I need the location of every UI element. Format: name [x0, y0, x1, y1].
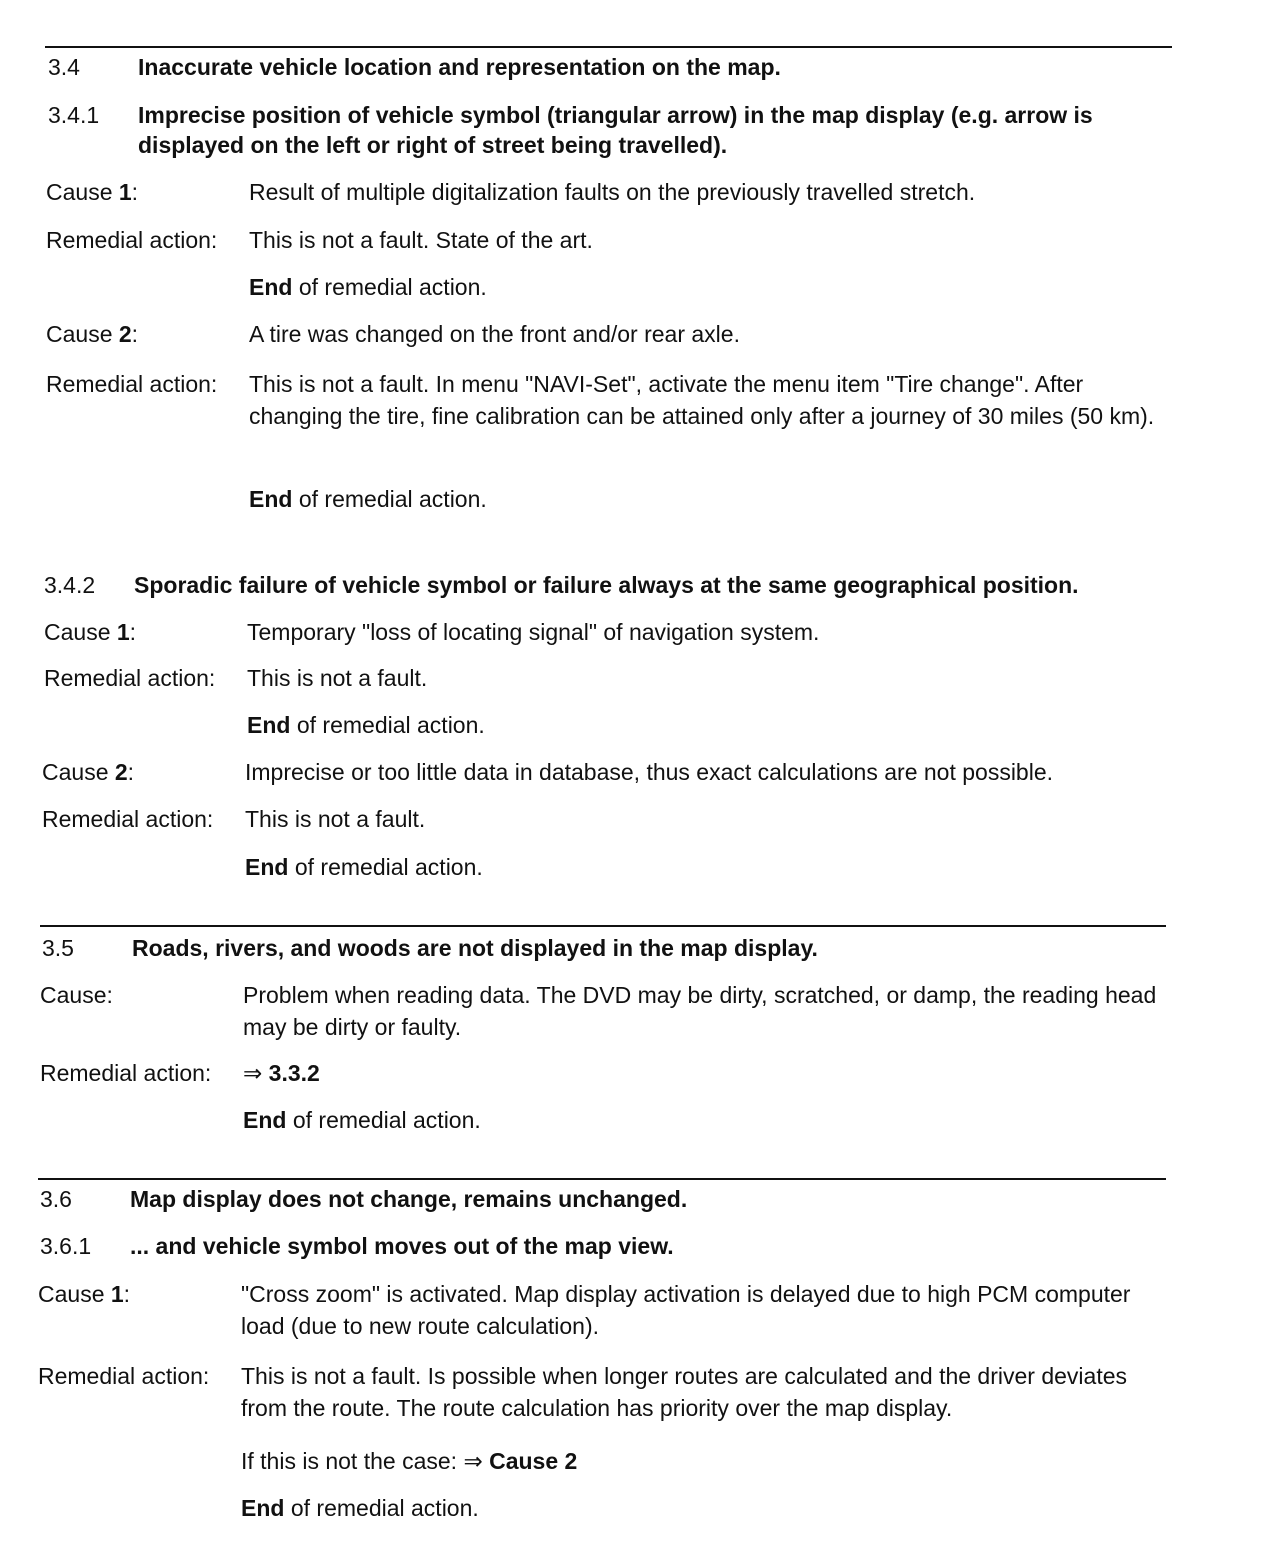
- remedial-text: This is not a fault. Is possible when longer routes are calculated and the driver deviates from the route. The route calculation has priority over the map display.: [241, 1363, 1127, 1421]
- heading-number: 3.4.2: [44, 572, 96, 598]
- cause-text: Problem when reading data. The DVD may be dirty, scratched, or damp, the reading head may be dirty or faulty.: [243, 982, 1157, 1040]
- heading-title: ... and vehicle symbol moves out of the map view.: [130, 1233, 674, 1259]
- cause-label: Cause:: [40, 982, 113, 1008]
- heading-title: Roads, rivers, and woods are not displayed in the map display.: [132, 935, 818, 961]
- cause-row: [38, 1278, 1168, 1342]
- remedial-label: Remedial action:: [44, 665, 216, 691]
- remedial-label: Remedial action:: [42, 806, 214, 832]
- end-remedial-text: End of remedial action.: [247, 712, 485, 738]
- cause-row: [44, 616, 1174, 648]
- end-remedial-text: End of remedial action.: [245, 854, 483, 880]
- heading-number: 3.5: [42, 935, 74, 961]
- heading-title: Imprecise position of vehicle symbol (triangular arrow) in the map display (e.g. arrow is displayed on the left or right of street being travelled).: [138, 102, 1093, 158]
- cause-text: Result of multiple digitalization faults on the previously travelled stretch.: [249, 179, 976, 205]
- cause-label: Cause 2:: [42, 759, 135, 785]
- remedial-row: [44, 662, 1174, 694]
- heading-number: 3.6: [40, 1186, 72, 1212]
- heading-3-4-2: [44, 570, 1174, 602]
- cause-text: "Cross zoom" is activated. Map display activation is delayed due to high PCM computer load (due to new route calculation).: [241, 1281, 1131, 1339]
- remedial-row: [42, 803, 1172, 835]
- remedial-text: This is not a fault. In menu "NAVI-Set", activate the menu item "Tire change". After changing the tire, fine calibration can be attained only after a journey of 30 miles (50 km).: [249, 371, 1155, 429]
- end-remedial-row: [40, 1104, 1170, 1136]
- cause-label: Cause 1:: [44, 619, 137, 645]
- cause-row: [42, 756, 1172, 788]
- end-remedial-row: [38, 1492, 1168, 1524]
- remedial-label: Remedial action:: [38, 1363, 210, 1389]
- remedial-label: Remedial action:: [46, 371, 218, 397]
- heading-title: Map display does not change, remains unchanged.: [130, 1186, 688, 1212]
- remedial-text: This is not a fault.: [247, 665, 428, 691]
- cause-label: Cause 1:: [38, 1281, 131, 1307]
- end-remedial-row: [46, 483, 1176, 515]
- remedial-row: [46, 368, 1176, 464]
- remedial-row: [40, 1057, 1170, 1089]
- end-remedial-text: End of remedial action.: [241, 1495, 479, 1521]
- if-not-case-text: If this is not the case: ⇒ Cause 2: [241, 1448, 578, 1474]
- cause-row: [46, 318, 1176, 350]
- cause-row: [46, 176, 1176, 208]
- heading-number: 3.6.1: [40, 1233, 92, 1259]
- arrow-icon: ⇒: [243, 1060, 269, 1086]
- cause-text: Imprecise or too little data in database, thus exact calculations are not possible.: [245, 759, 1054, 785]
- cause-text: A tire was changed on the front and/or rear axle.: [249, 321, 740, 347]
- cause-label: Cause 2:: [46, 321, 139, 347]
- end-remedial-row: [42, 851, 1172, 883]
- if-not-case-row: [38, 1445, 1168, 1477]
- remedial-row: [38, 1360, 1168, 1424]
- cause-row: [40, 979, 1170, 1043]
- cause-text: Temporary "loss of locating signal" of navigation system.: [247, 619, 820, 645]
- remedial-text: This is not a fault. State of the art.: [249, 227, 593, 253]
- heading-3-4: [48, 52, 1178, 84]
- cause-2-reference: Cause 2: [489, 1448, 578, 1474]
- heading-number: 3.4.1: [48, 102, 100, 128]
- section-rule-3-4: [45, 46, 1172, 48]
- remedial-label: Remedial action:: [46, 227, 218, 253]
- heading-number: 3.4: [48, 54, 80, 80]
- section-rule-3-6: [38, 1178, 1166, 1180]
- heading-3-4-1: [48, 100, 1178, 164]
- heading-3-6: [40, 1184, 1170, 1216]
- remedial-row: [46, 224, 1176, 256]
- heading-3-5: [42, 933, 1172, 965]
- heading-3-6-1: [40, 1231, 1170, 1263]
- remedial-text: This is not a fault.: [245, 806, 426, 832]
- end-remedial-text: End of remedial action.: [249, 274, 487, 300]
- section-rule-3-5: [40, 925, 1166, 927]
- cause-label: Cause 1:: [46, 179, 139, 205]
- end-remedial-row: [46, 271, 1176, 303]
- end-remedial-row: [44, 709, 1174, 741]
- end-remedial-text: End of remedial action.: [249, 486, 487, 512]
- end-remedial-text: End of remedial action.: [243, 1107, 481, 1133]
- remedial-reference: ⇒ 3.3.2: [243, 1060, 320, 1086]
- heading-title: Inaccurate vehicle location and representation on the map.: [138, 54, 781, 80]
- remedial-label: Remedial action:: [40, 1060, 212, 1086]
- heading-title: Sporadic failure of vehicle symbol or failure always at the same geographical position.: [134, 572, 1079, 598]
